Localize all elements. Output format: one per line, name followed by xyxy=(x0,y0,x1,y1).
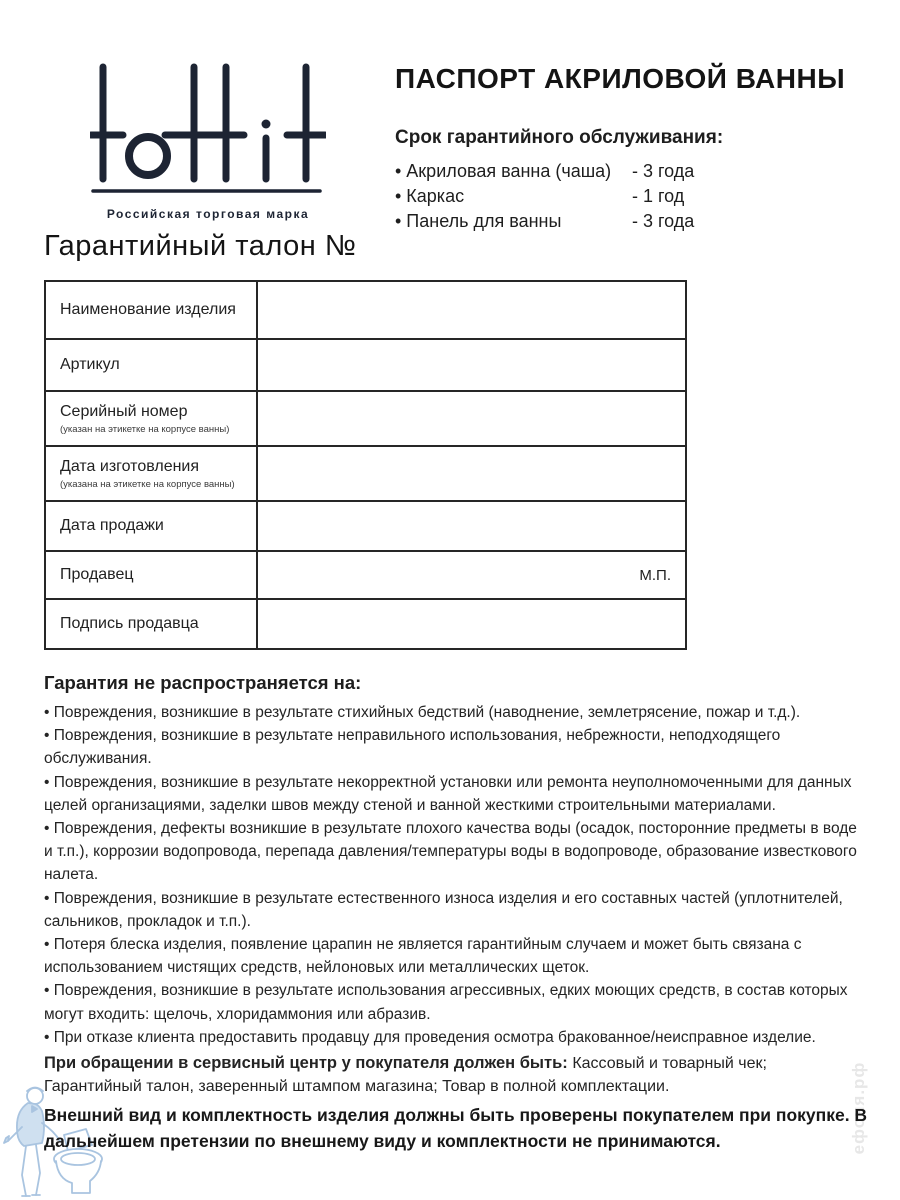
exclusion-item: • Повреждения, дефекты возникшие в результате плохого качества воды (осадок, посторонние предметы в воде и т.п.), коррозии водопровода, перепада давления/температуры воды в водопроводе, образование известкового налета. xyxy=(44,820,857,884)
warranty-term-label: • Каркас xyxy=(395,185,465,206)
brand-tagline: Российская торговая марка xyxy=(106,207,310,221)
warranty-term-item xyxy=(395,209,867,234)
warranty-term-value: - 1 год xyxy=(632,185,685,206)
row-label-product-name: Наименование изделия xyxy=(60,301,236,318)
table-row xyxy=(45,339,686,391)
exclusions-heading: Гарантия не распространяется на: xyxy=(44,672,362,693)
inspection-notice: Внешний вид и комплектность изделия должны быть проверены покупателем при покупке. В дальнейшем претензии по внешнему виду и комплектности не принимаются. xyxy=(44,1105,868,1151)
exclusion-item: • При отказе клиента предоставить продавцу для проведения осмотра бракованное/неисправное изделие. xyxy=(44,1028,816,1046)
row-note-serial-number: (указан на этикетке на корпусе ванны) xyxy=(60,423,230,435)
warranty-term-label: • Панель для ванны xyxy=(395,210,562,231)
service-center-note xyxy=(44,1052,868,1098)
warranty-terms-heading: Срок гарантийного обслуживания: xyxy=(395,126,724,148)
exclusion-item: • Потеря блеска изделия, появление царапин не является гарантийным случаем и может быть связана с использованием чистящих средств, нейлоновых или металлических щеток. xyxy=(44,936,802,977)
row-value-article xyxy=(257,339,686,391)
warranty-term-item xyxy=(395,159,867,184)
exclusion-item: • Повреждения, возникшие в результате стихийных бедствий (наводнение, землетрясение, пожар и т.д.). xyxy=(44,704,801,721)
brand-logo xyxy=(90,60,326,221)
row-label-sale-date: Дата продажи xyxy=(60,517,164,534)
warranty-term-item xyxy=(395,184,867,209)
stamp-placeholder: М.П. xyxy=(639,566,671,584)
exclusion-item: • Повреждения, возникшие в результате естественного износа изделия и его составных частей (уплотнителей, сальников, прокладок и т.п.). xyxy=(44,889,843,930)
row-note-manufacture-date: (указана на этикетке на корпусе ванны) xyxy=(60,478,235,490)
row-label-serial-number: Серийный номер xyxy=(60,402,188,420)
exclusion-item: • Повреждения, возникшие в результате некорректной установки или ремонта неуполномоченными для данных целей организациями, заделки швов между стеной и ванной жесткими строительными материалами. xyxy=(44,773,852,814)
warranty-term-value: - 3 года xyxy=(632,160,695,181)
warranty-term-label: • Акриловая ванна (чаша) xyxy=(395,160,612,181)
row-label-seller: Продавец xyxy=(60,566,134,583)
coupon-heading: Гарантийный талон № xyxy=(44,230,357,262)
warranty-coupon-table xyxy=(44,280,687,650)
row-label-manufacture-date: Дата изготовления xyxy=(60,457,200,475)
header xyxy=(395,64,867,234)
warranty-exclusions-section xyxy=(44,672,864,1049)
row-value-seller xyxy=(257,551,686,599)
tottit-logo-icon xyxy=(90,60,326,196)
page-title: ПАСПОРТ АКРИЛОВОЙ ВАННЫ xyxy=(395,63,846,94)
service-note-lead: При обращении в сервисный центр у покупателя должен быть: xyxy=(44,1054,573,1072)
service-note-body: Кассовый и товарный чек; Гарантийный талон, заверенный штампом магазина; Товар в полной комплектации. xyxy=(44,1055,767,1095)
table-row xyxy=(45,446,686,501)
exclusion-item: • Повреждения, возникшие в результате использования агрессивных, едких моющих средств, в состав которых могут входить: щелочь, хлоридаммония или абразив. xyxy=(44,982,848,1023)
table-row xyxy=(45,551,686,599)
table-row xyxy=(45,599,686,649)
row-label-seller-signature: Подпись продавца xyxy=(60,615,199,632)
row-value-seller-signature xyxy=(257,599,686,649)
table-row xyxy=(45,501,686,551)
table-row xyxy=(45,281,686,339)
row-value-sale-date xyxy=(257,501,686,551)
row-value-serial-number xyxy=(257,391,686,446)
warranty-terms-list xyxy=(395,159,867,234)
warranty-term-value: - 3 года xyxy=(632,210,695,231)
row-value-product-name xyxy=(257,281,686,339)
site-watermark: ефоня.рф xyxy=(849,1061,868,1155)
table-row xyxy=(45,391,686,446)
row-value-manufacture-date xyxy=(257,446,686,501)
exclusion-item: • Повреждения, возникшие в результате неправильного использования, небрежности, неподходящего обслуживания. xyxy=(44,727,781,768)
row-label-article: Артикул xyxy=(60,356,120,373)
